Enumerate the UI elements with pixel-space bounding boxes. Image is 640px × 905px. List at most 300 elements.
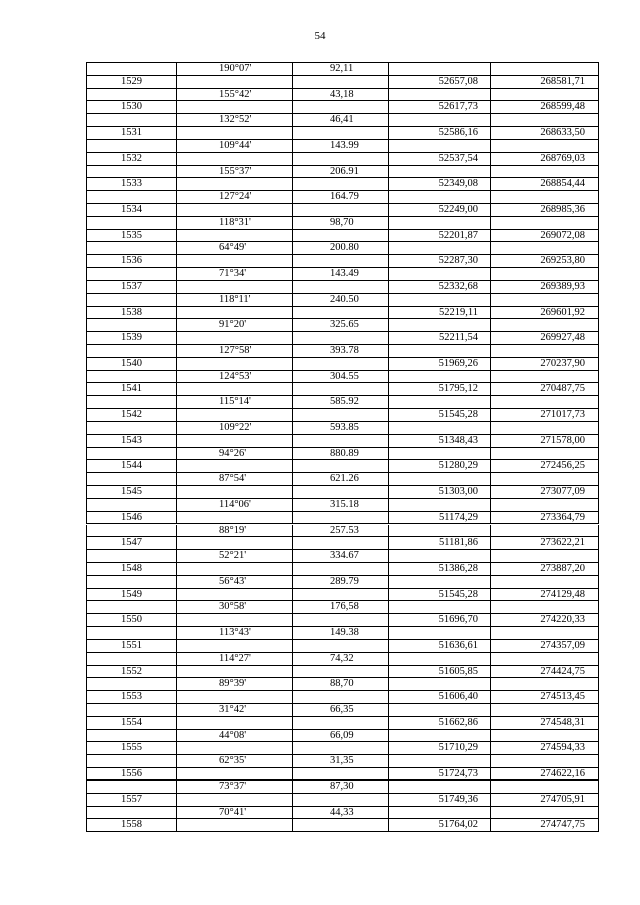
angle-cell: 91°20'	[176, 319, 292, 331]
point-id-cell: 1542	[86, 409, 176, 421]
point-id-cell: 1540	[86, 358, 176, 370]
x-coordinate-cell: 51795,12	[388, 383, 490, 395]
point-id-cell: 1538	[86, 307, 176, 319]
point-row	[86, 819, 599, 832]
point-row	[86, 178, 599, 191]
point-cell-empty	[86, 730, 176, 742]
distance-cell: 66,35	[292, 704, 388, 716]
angle-cell: 52°21'	[176, 550, 292, 562]
point-id-cell: 1529	[86, 76, 176, 88]
y-cell-empty	[490, 294, 599, 306]
x-coordinate-cell: 51606,40	[388, 691, 490, 703]
segment-row	[86, 319, 599, 332]
segment-row	[86, 191, 599, 204]
point-cell-empty	[86, 63, 176, 75]
angle-cell: 31°42'	[176, 704, 292, 716]
segment-row	[86, 807, 599, 820]
angle-cell-empty	[176, 563, 292, 575]
angle-cell: 44°08'	[176, 730, 292, 742]
point-cell-empty	[86, 781, 176, 793]
segment-row	[86, 499, 599, 512]
distance-cell-empty	[292, 614, 388, 626]
point-id-cell: 1553	[86, 691, 176, 703]
point-cell-empty	[86, 525, 176, 537]
x-cell-empty	[388, 242, 490, 254]
x-coordinate-cell: 52537,54	[388, 153, 490, 165]
angle-cell-empty	[176, 742, 292, 754]
table-record	[86, 63, 599, 89]
segment-row	[86, 704, 599, 717]
x-cell-empty	[388, 730, 490, 742]
table-record	[86, 781, 599, 807]
x-coordinate-cell: 51181,86	[388, 537, 490, 549]
x-cell-empty	[388, 268, 490, 280]
angle-cell-empty	[176, 230, 292, 242]
x-cell-empty	[388, 807, 490, 819]
point-cell-empty	[86, 576, 176, 588]
y-cell-empty	[490, 191, 599, 203]
x-cell-empty	[388, 166, 490, 178]
point-row	[86, 794, 599, 807]
x-coordinate-cell: 51696,70	[388, 614, 490, 626]
point-row	[86, 512, 599, 525]
angle-cell-empty	[176, 153, 292, 165]
y-coordinate-cell: 274622,16	[490, 768, 599, 779]
distance-cell: 143.99	[292, 140, 388, 152]
distance-cell-empty	[292, 742, 388, 754]
y-cell-empty	[490, 63, 599, 75]
angle-cell-empty	[176, 178, 292, 190]
x-cell-empty	[388, 448, 490, 460]
x-cell-empty	[388, 89, 490, 101]
distance-cell: 98,70	[292, 217, 388, 229]
x-coordinate-cell: 51303,00	[388, 486, 490, 498]
distance-cell: 88,70	[292, 678, 388, 690]
point-row	[86, 204, 599, 217]
point-cell-empty	[86, 499, 176, 511]
angle-cell-empty	[176, 589, 292, 601]
segment-row	[86, 345, 599, 358]
x-cell-empty	[388, 371, 490, 383]
point-row	[86, 153, 599, 166]
y-coordinate-cell: 274705,91	[490, 794, 599, 806]
x-coordinate-cell: 52201,87	[388, 230, 490, 242]
table-record	[86, 191, 599, 217]
segment-row	[86, 730, 599, 743]
point-cell-empty	[86, 755, 176, 767]
x-coordinate-cell: 51749,36	[388, 794, 490, 806]
point-cell-empty	[86, 319, 176, 331]
point-row	[86, 307, 599, 320]
point-id-cell: 1556	[86, 768, 176, 779]
y-cell-empty	[490, 371, 599, 383]
table-record	[86, 319, 599, 345]
y-cell-empty	[490, 601, 599, 613]
x-cell-empty	[388, 678, 490, 690]
distance-cell-empty	[292, 358, 388, 370]
y-coordinate-cell: 268769,03	[490, 153, 599, 165]
point-row	[86, 589, 599, 602]
x-cell-empty	[388, 217, 490, 229]
y-cell-empty	[490, 576, 599, 588]
point-row	[86, 614, 599, 627]
y-cell-empty	[490, 550, 599, 562]
point-cell-empty	[86, 627, 176, 639]
table-record	[86, 499, 599, 525]
x-cell-empty	[388, 525, 490, 537]
angle-cell: 114°27'	[176, 653, 292, 665]
distance-cell-empty	[292, 409, 388, 421]
point-cell-empty	[86, 396, 176, 408]
distance-cell: 393.78	[292, 345, 388, 357]
point-id-cell: 1537	[86, 281, 176, 293]
y-cell-empty	[490, 499, 599, 511]
point-row	[86, 691, 599, 704]
x-coordinate-cell: 52287,30	[388, 255, 490, 267]
point-row	[86, 409, 599, 422]
distance-cell-empty	[292, 460, 388, 472]
angle-cell: 70°41'	[176, 807, 292, 819]
segment-row	[86, 576, 599, 589]
distance-cell: 315.18	[292, 499, 388, 511]
point-cell-empty	[86, 242, 176, 254]
x-cell-empty	[388, 550, 490, 562]
distance-cell: 43,18	[292, 89, 388, 101]
point-id-cell: 1531	[86, 127, 176, 139]
y-coordinate-cell: 274424,75	[490, 666, 599, 678]
y-coordinate-cell: 272456,25	[490, 460, 599, 472]
x-cell-empty	[388, 63, 490, 75]
point-row	[86, 717, 599, 730]
x-coordinate-cell: 52617,73	[388, 101, 490, 113]
y-coordinate-cell: 269389,93	[490, 281, 599, 293]
distance-cell-empty	[292, 383, 388, 395]
table-record	[86, 755, 599, 781]
table-record	[86, 396, 599, 422]
x-coordinate-cell: 51636,61	[388, 640, 490, 652]
x-coordinate-cell: 51969,26	[388, 358, 490, 370]
distance-cell-empty	[292, 563, 388, 575]
angle-cell: 62°35'	[176, 755, 292, 767]
angle-cell-empty	[176, 537, 292, 549]
segment-row	[86, 63, 599, 76]
angle-cell-empty	[176, 691, 292, 703]
y-cell-empty	[490, 755, 599, 767]
point-id-cell: 1552	[86, 666, 176, 678]
distance-cell: 66,09	[292, 730, 388, 742]
distance-cell: 206.91	[292, 166, 388, 178]
y-coordinate-cell: 273364,79	[490, 512, 599, 524]
x-coordinate-cell: 51280,29	[388, 460, 490, 472]
angle-cell: 30°58'	[176, 601, 292, 613]
point-id-cell: 1545	[86, 486, 176, 498]
point-row	[86, 127, 599, 140]
distance-cell-empty	[292, 255, 388, 267]
distance-cell: 880.89	[292, 448, 388, 460]
distance-cell: 621.26	[292, 473, 388, 485]
angle-cell-empty	[176, 76, 292, 88]
table-record	[86, 140, 599, 166]
point-id-cell: 1558	[86, 819, 176, 831]
segment-row	[86, 755, 599, 768]
segment-row	[86, 114, 599, 127]
distance-cell: 240.50	[292, 294, 388, 306]
distance-cell-empty	[292, 204, 388, 216]
table-record	[86, 217, 599, 243]
distance-cell-empty	[292, 589, 388, 601]
y-coordinate-cell: 274129,48	[490, 589, 599, 601]
point-row	[86, 537, 599, 550]
table-record	[86, 550, 599, 576]
table-record	[86, 807, 599, 833]
point-row	[86, 742, 599, 755]
x-coordinate-cell: 51174,29	[388, 512, 490, 524]
distance-cell-empty	[292, 537, 388, 549]
point-cell-empty	[86, 704, 176, 716]
x-coordinate-cell: 51348,43	[388, 435, 490, 447]
table-record	[86, 242, 599, 268]
angle-cell-empty	[176, 332, 292, 344]
angle-cell-empty	[176, 614, 292, 626]
y-coordinate-cell: 274513,45	[490, 691, 599, 703]
point-cell-empty	[86, 448, 176, 460]
x-coordinate-cell: 51545,28	[388, 409, 490, 421]
y-coordinate-cell: 268985,36	[490, 204, 599, 216]
distance-cell-empty	[292, 486, 388, 498]
point-row	[86, 383, 599, 396]
x-cell-empty	[388, 473, 490, 485]
y-coordinate-cell: 269927,48	[490, 332, 599, 344]
table-record	[86, 89, 599, 115]
angle-cell-empty	[176, 255, 292, 267]
x-coordinate-cell: 51724,73	[388, 768, 490, 779]
y-coordinate-cell: 271578,00	[490, 435, 599, 447]
y-coordinate-cell: 268599,48	[490, 101, 599, 113]
point-id-cell: 1546	[86, 512, 176, 524]
distance-cell: 200.80	[292, 242, 388, 254]
point-row	[86, 281, 599, 294]
distance-cell-empty	[292, 230, 388, 242]
y-cell-empty	[490, 448, 599, 460]
y-coordinate-cell: 273077,09	[490, 486, 599, 498]
point-cell-empty	[86, 678, 176, 690]
x-cell-empty	[388, 499, 490, 511]
x-cell-empty	[388, 576, 490, 588]
table-record	[86, 166, 599, 192]
point-id-cell: 1550	[86, 614, 176, 626]
distance-cell: 585.92	[292, 396, 388, 408]
y-cell-empty	[490, 704, 599, 716]
angle-cell-empty	[176, 409, 292, 421]
y-cell-empty	[490, 345, 599, 357]
x-cell-empty	[388, 601, 490, 613]
distance-cell: 149.38	[292, 627, 388, 639]
point-row	[86, 460, 599, 473]
distance-cell: 334.67	[292, 550, 388, 562]
distance-cell: 31,35	[292, 755, 388, 767]
segment-row	[86, 89, 599, 102]
y-cell-empty	[490, 678, 599, 690]
point-id-cell: 1544	[86, 460, 176, 472]
x-coordinate-cell: 52586,16	[388, 127, 490, 139]
y-cell-empty	[490, 268, 599, 280]
y-cell-empty	[490, 653, 599, 665]
coordinates-table	[86, 62, 599, 832]
angle-cell: 113°43'	[176, 627, 292, 639]
x-cell-empty	[388, 781, 490, 793]
distance-cell-empty	[292, 435, 388, 447]
distance-cell-empty	[292, 281, 388, 293]
point-cell-empty	[86, 601, 176, 613]
angle-cell-empty	[176, 768, 292, 779]
angle-cell: 127°24'	[176, 191, 292, 203]
x-cell-empty	[388, 396, 490, 408]
table-record	[86, 294, 599, 320]
distance-cell: 289.79	[292, 576, 388, 588]
table-record	[86, 525, 599, 551]
distance-cell: 164.79	[292, 191, 388, 203]
y-coordinate-cell: 274747,75	[490, 819, 599, 831]
angle-cell-empty	[176, 358, 292, 370]
point-cell-empty	[86, 294, 176, 306]
y-cell-empty	[490, 140, 599, 152]
y-coordinate-cell: 269601,92	[490, 307, 599, 319]
angle-cell: 190°07'	[176, 63, 292, 75]
x-coordinate-cell: 51764,02	[388, 819, 490, 831]
angle-cell: 155°42'	[176, 89, 292, 101]
angle-cell: 127°58'	[176, 345, 292, 357]
y-coordinate-cell: 271017,73	[490, 409, 599, 421]
x-coordinate-cell: 52219,11	[388, 307, 490, 319]
table-record	[86, 114, 599, 140]
angle-cell: 109°44'	[176, 140, 292, 152]
distance-cell-empty	[292, 76, 388, 88]
distance-cell: 304.55	[292, 371, 388, 383]
point-id-cell: 1549	[86, 589, 176, 601]
angle-cell: 114°06'	[176, 499, 292, 511]
segment-row	[86, 678, 599, 691]
distance-cell-empty	[292, 101, 388, 113]
table-record	[86, 268, 599, 294]
table-record	[86, 371, 599, 397]
x-coordinate-cell: 52249,00	[388, 204, 490, 216]
y-coordinate-cell: 270487,75	[490, 383, 599, 395]
point-row	[86, 230, 599, 243]
point-cell-empty	[86, 473, 176, 485]
point-row	[86, 666, 599, 679]
table-record	[86, 473, 599, 499]
angle-cell: 118°11'	[176, 294, 292, 306]
distance-cell-empty	[292, 794, 388, 806]
y-coordinate-cell: 274548,31	[490, 717, 599, 729]
angle-cell: 109°22'	[176, 422, 292, 434]
angle-cell: 73°37'	[176, 781, 292, 793]
y-coordinate-cell: 274594,33	[490, 742, 599, 754]
point-id-cell: 1536	[86, 255, 176, 267]
point-id-cell: 1532	[86, 153, 176, 165]
segment-row	[86, 268, 599, 281]
table-record	[86, 576, 599, 602]
point-row	[86, 76, 599, 89]
angle-cell-empty	[176, 666, 292, 678]
angle-cell-empty	[176, 383, 292, 395]
y-cell-empty	[490, 473, 599, 485]
y-coordinate-cell: 268854,44	[490, 178, 599, 190]
angle-cell: 115°14'	[176, 396, 292, 408]
angle-cell-empty	[176, 204, 292, 216]
y-cell-empty	[490, 242, 599, 254]
x-coordinate-cell: 52332,68	[388, 281, 490, 293]
segment-row	[86, 781, 599, 794]
segment-row	[86, 140, 599, 153]
x-coordinate-cell: 51710,29	[388, 742, 490, 754]
segment-row	[86, 601, 599, 614]
segment-row	[86, 371, 599, 384]
segment-row	[86, 653, 599, 666]
distance-cell-empty	[292, 332, 388, 344]
point-cell-empty	[86, 268, 176, 280]
segment-row	[86, 550, 599, 563]
distance-cell: 92,11	[292, 63, 388, 75]
y-coordinate-cell: 269072,08	[490, 230, 599, 242]
point-cell-empty	[86, 807, 176, 819]
distance-cell-empty	[292, 153, 388, 165]
distance-cell-empty	[292, 640, 388, 652]
point-cell-empty	[86, 140, 176, 152]
angle-cell-empty	[176, 435, 292, 447]
y-cell-empty	[490, 627, 599, 639]
table-record	[86, 422, 599, 448]
point-id-cell: 1535	[86, 230, 176, 242]
angle-cell: 89°39'	[176, 678, 292, 690]
point-id-cell: 1554	[86, 717, 176, 729]
distance-cell-empty	[292, 307, 388, 319]
x-cell-empty	[388, 140, 490, 152]
point-cell-empty	[86, 217, 176, 229]
point-id-cell: 1543	[86, 435, 176, 447]
x-coordinate-cell: 51605,85	[388, 666, 490, 678]
x-cell-empty	[388, 422, 490, 434]
y-cell-empty	[490, 525, 599, 537]
distance-cell-empty	[292, 768, 388, 779]
point-id-cell: 1530	[86, 101, 176, 113]
segment-row	[86, 525, 599, 538]
segment-row	[86, 473, 599, 486]
angle-cell: 132°52'	[176, 114, 292, 126]
angle-cell: 155°37'	[176, 166, 292, 178]
point-id-cell: 1541	[86, 383, 176, 395]
angle-cell-empty	[176, 101, 292, 113]
point-row	[86, 255, 599, 268]
point-row	[86, 358, 599, 371]
point-id-cell: 1548	[86, 563, 176, 575]
x-cell-empty	[388, 755, 490, 767]
y-cell-empty	[490, 807, 599, 819]
point-cell-empty	[86, 345, 176, 357]
point-cell-empty	[86, 114, 176, 126]
angle-cell-empty	[176, 717, 292, 729]
point-cell-empty	[86, 89, 176, 101]
y-cell-empty	[490, 396, 599, 408]
point-id-cell: 1533	[86, 178, 176, 190]
segment-row	[86, 627, 599, 640]
angle-cell: 56°43'	[176, 576, 292, 588]
distance-cell: 46,41	[292, 114, 388, 126]
angle-cell: 64°49'	[176, 242, 292, 254]
x-cell-empty	[388, 319, 490, 331]
y-cell-empty	[490, 319, 599, 331]
x-cell-empty	[388, 294, 490, 306]
